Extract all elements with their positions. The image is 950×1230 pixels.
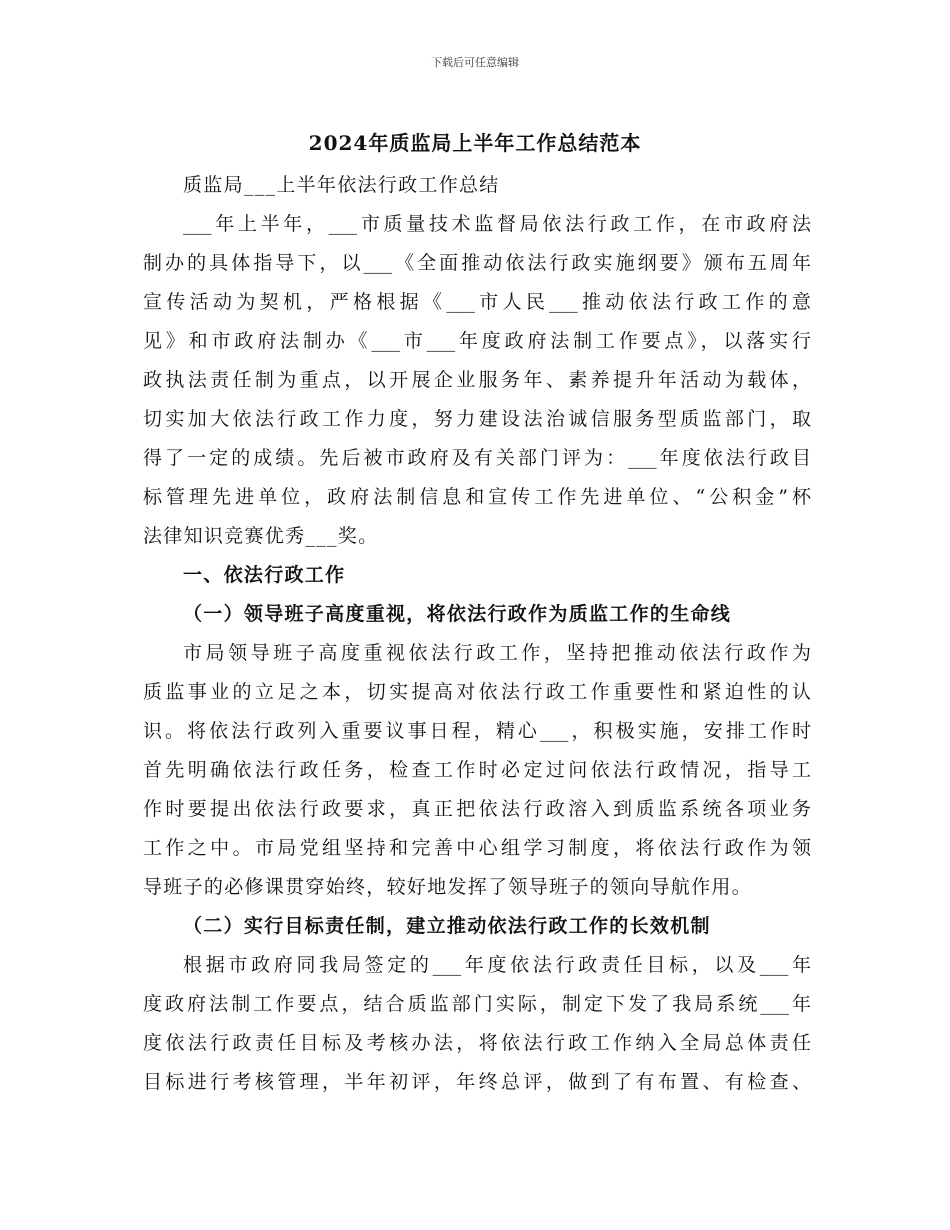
document-body (143, 166, 811, 1102)
paragraph-line: 导班子的必修课贯穿始终，较好地发挥了领导班子的领向导航作用。 (143, 876, 753, 898)
paragraph-line: 首先明确依法行政任务，检查工作时必定过问依法行政情况，指导工 (143, 759, 811, 781)
paragraph-line: 目标进行考核管理，半年初评，年终总评，做到了有布置、有检查、 (143, 1071, 811, 1093)
section-heading: 一、依法行政工作 (183, 564, 346, 586)
paragraph-line: 制办的具体指导下，以___《全面推动依法行政实施纲要》颁布五周年 (143, 252, 811, 274)
paragraph-line: 作时要提出依法行政要求，真正把依法行政溶入到质监系统各项业务 (143, 798, 811, 820)
document-title: 2024年质监局上半年工作总结范本 (308, 131, 642, 155)
paragraph-line: 质监事业的立足之本，切实提高对依法行政工作重要性和紧迫性的认 (143, 681, 811, 703)
paragraph-line: 标管理先进单位，政府法制信息和宣传工作先进单位、“公积金”杯 (143, 486, 811, 508)
paragraph-line: 识。将依法行政列入重要议事日程，精心___，积极实施，安排工作时 (143, 720, 811, 742)
paragraph-line: 宣传活动为契机，严格根据《___市人民___推动依法行政工作的意 (143, 291, 811, 313)
paragraph-line: 根据市政府同我局签定的___年度依法行政责任目标，以及___年 (183, 954, 811, 976)
paragraph-line: 法律知识竞赛优秀___奖。 (143, 525, 379, 547)
paragraph-line: 度依法行政责任目标及考核办法，将依法行政工作纳入全局总体责任 (143, 1032, 811, 1054)
header-note: 下载后可任意编辑 (431, 56, 519, 69)
subsection-heading: （一）领导班子高度重视，将依法行政作为质监工作的生命线 (183, 603, 732, 625)
paragraph-line: 见》和市政府法制办《___市___年度政府法制工作要点》，以落实行 (143, 330, 811, 352)
paragraph-line: 度政府法制工作要点，结合质监部门实际，制定下发了我局系统___年 (143, 993, 811, 1015)
paragraph-line: ___年上半年，___市质量技术监督局依法行政工作，在市政府法 (183, 213, 811, 235)
paragraph-line: 工作之中。市局党组坚持和完善中心组学习制度，将依法行政作为领 (143, 837, 811, 859)
paragraph-line: 政执法责任制为重点，以开展企业服务年、素养提升年活动为载体， (143, 369, 811, 391)
subtitle-line: 质监局___上半年依法行政工作总结 (183, 174, 500, 196)
paragraph-line: 市局领导班子高度重视依法行政工作，坚持把推动依法行政作为 (183, 642, 811, 664)
paragraph-line: 得了一定的成绩。先后被市政府及有关部门评为：___年度依法行政目 (143, 447, 811, 469)
paragraph-line: 切实加大依法行政工作力度，努力建设法治诚信服务型质监部门，取 (143, 408, 811, 430)
subsection-heading: （二）实行目标责任制，建立推动依法行政工作的长效机制 (183, 915, 711, 937)
